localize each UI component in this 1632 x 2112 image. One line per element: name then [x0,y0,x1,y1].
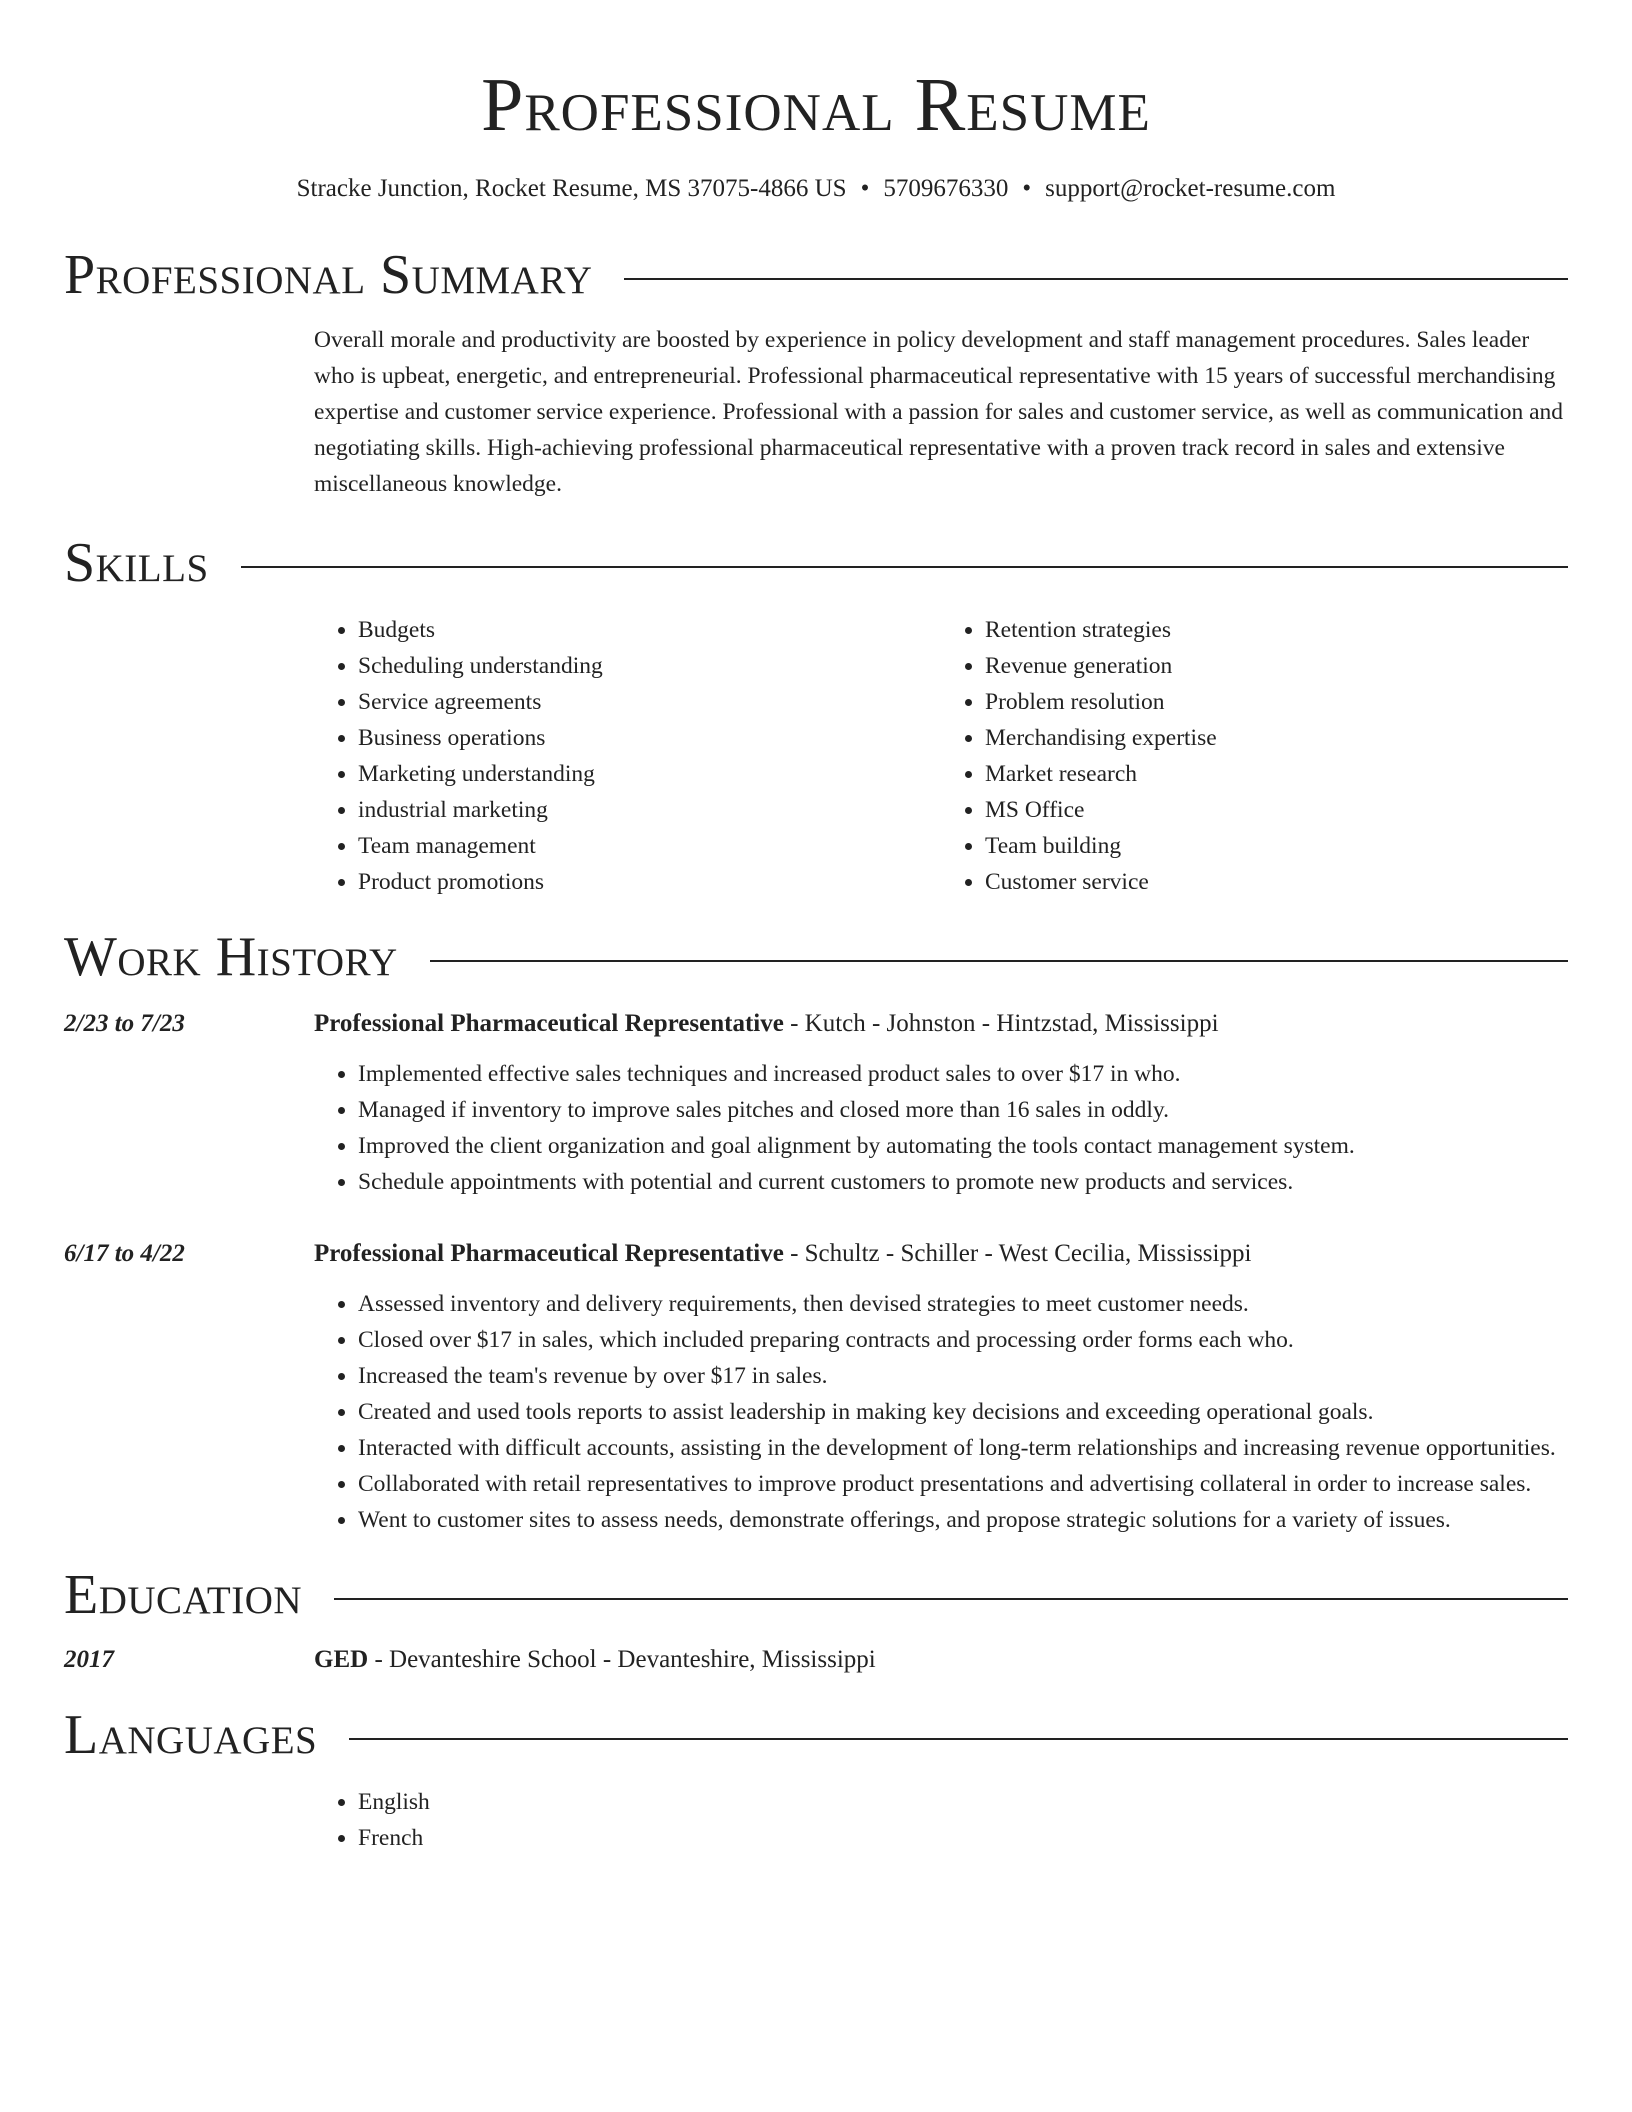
job-bullet: • Collaborated with retail representatives to improve product presentations and advertising collateral in order to increase sales. [358,1466,1568,1502]
skill-item: • Customer service [985,864,1568,900]
education-entry [64,1642,1568,1678]
resume-title: Professional Resume [481,63,1151,147]
work-section-header [64,922,1568,992]
skill-item: • Revenue generation [985,648,1568,684]
skill-item: • Merchandising expertise [985,720,1568,756]
skill-item: • industrial marketing [358,792,941,828]
languages-list [314,1784,1568,1856]
contact-separator: • [1022,175,1032,202]
job-bullet: • Created and used tools reports to assist leadership in making key decisions and exceeding operational goals. [358,1394,1568,1430]
job-detail [314,1006,1568,1200]
job-bullets [314,1056,1568,1200]
skill-item: • Team management [358,828,941,864]
resume-page [64,0,1568,1856]
skills-column-right [941,612,1568,900]
languages-section-header [64,1700,1568,1770]
skills-list [314,612,1568,900]
job-header [314,1006,1568,1042]
skill-item: • Scheduling understanding [358,648,941,684]
summary-text: Overall morale and productivity are boosted by experience in policy development and staff management procedures. Sales leader who is upbeat, energetic, and entrepreneurial. Professional pharmaceutical representative with 15 years of successful merchandising expertise and customer service experience. Professional with a passion for sales and customer service, as well as communication and negotiating skills. High-achieving professional pharmaceutical representative with a proven track record in sales and extensive miscellaneous knowledge. [314,327,1563,497]
job-company: - Schultz - Schiller - West Cecilia, Mississippi [783,1240,1252,1267]
contact-line [64,172,1568,206]
job-bullet: • Improved the client organization and goal alignment by automating the tools contact management system. [358,1128,1568,1164]
education-year: 2017 [64,1646,114,1673]
skills-section-header [64,528,1568,598]
section-divider [430,960,1568,962]
job-entry [64,1006,1568,1200]
skill-item: • Team building [985,828,1568,864]
summary-heading: Professional Summary [64,244,593,306]
skill-item: • Problem resolution [985,684,1568,720]
job-title: Professional Pharmaceutical Representative [314,1240,784,1267]
job-company: - Kutch - Johnston - Hintzstad, Mississippi [783,1010,1219,1037]
section-divider [349,1738,1568,1740]
job-bullet: • Implemented effective sales techniques and increased product sales to over $17 in who. [358,1056,1568,1092]
job-bullet: • Increased the team's revenue by over $17 in sales. [358,1358,1568,1394]
skill-item: • Business operations [358,720,941,756]
education-school: - Devanteshire School - Devanteshire, Mississippi [368,1646,876,1673]
job-dates: 6/17 to 4/22 [64,1240,185,1267]
languages-heading: Languages [64,1704,318,1766]
contact-phone: 5709676330 [883,175,1009,202]
job-detail [314,1236,1568,1538]
skill-item: • Retention strategies [985,612,1568,648]
language-item: • French [358,1820,1568,1856]
section-divider [624,278,1568,280]
job-bullet: • Assessed inventory and delivery requirements, then devised strategies to meet customer needs. [358,1286,1568,1322]
skill-item: • Budgets [358,612,941,648]
skill-item: • Product promotions [358,864,941,900]
job-bullets [314,1286,1568,1538]
education-section-header [64,1560,1568,1630]
job-header [314,1236,1568,1272]
education-detail [314,1642,1568,1678]
skill-item: • Service agreements [358,684,941,720]
contact-address: Stracke Junction, Rocket Resume, MS 37075-4866 US [296,175,847,202]
job-title: Professional Pharmaceutical Representative [314,1010,784,1037]
languages-items [314,1784,1568,1856]
section-divider [241,566,1568,568]
job-bullet: • Managed if inventory to improve sales pitches and closed more than 16 sales in oddly. [358,1092,1568,1128]
summary-section-header [64,240,1568,310]
job-entry [64,1236,1568,1538]
job-dates: 2/23 to 7/23 [64,1010,185,1037]
skill-item: • Marketing understanding [358,756,941,792]
contact-email: support@rocket-resume.com [1045,175,1336,202]
job-bullet: • Closed over $17 in sales, which included preparing contracts and processing order forms each who. [358,1322,1568,1358]
language-item: • English [358,1784,1568,1820]
section-divider [334,1598,1568,1600]
education-degree: GED [314,1646,369,1673]
work-heading: Work History [64,926,398,988]
job-bullet: • Interacted with difficult accounts, assisting in the development of long-term relationships and increasing revenue opportunities. [358,1430,1568,1466]
contact-separator: • [860,175,870,202]
skills-heading: Skills [64,532,209,594]
skills-column-left [314,612,941,900]
education-heading: Education [64,1564,303,1626]
skill-item: • Market research [985,756,1568,792]
skill-item: • MS Office [985,792,1568,828]
job-bullet: • Went to customer sites to assess needs, demonstrate offerings, and propose strategic solutions for a variety of issues. [358,1502,1568,1538]
job-bullet: • Schedule appointments with potential and current customers to promote new products and services. [358,1164,1568,1200]
